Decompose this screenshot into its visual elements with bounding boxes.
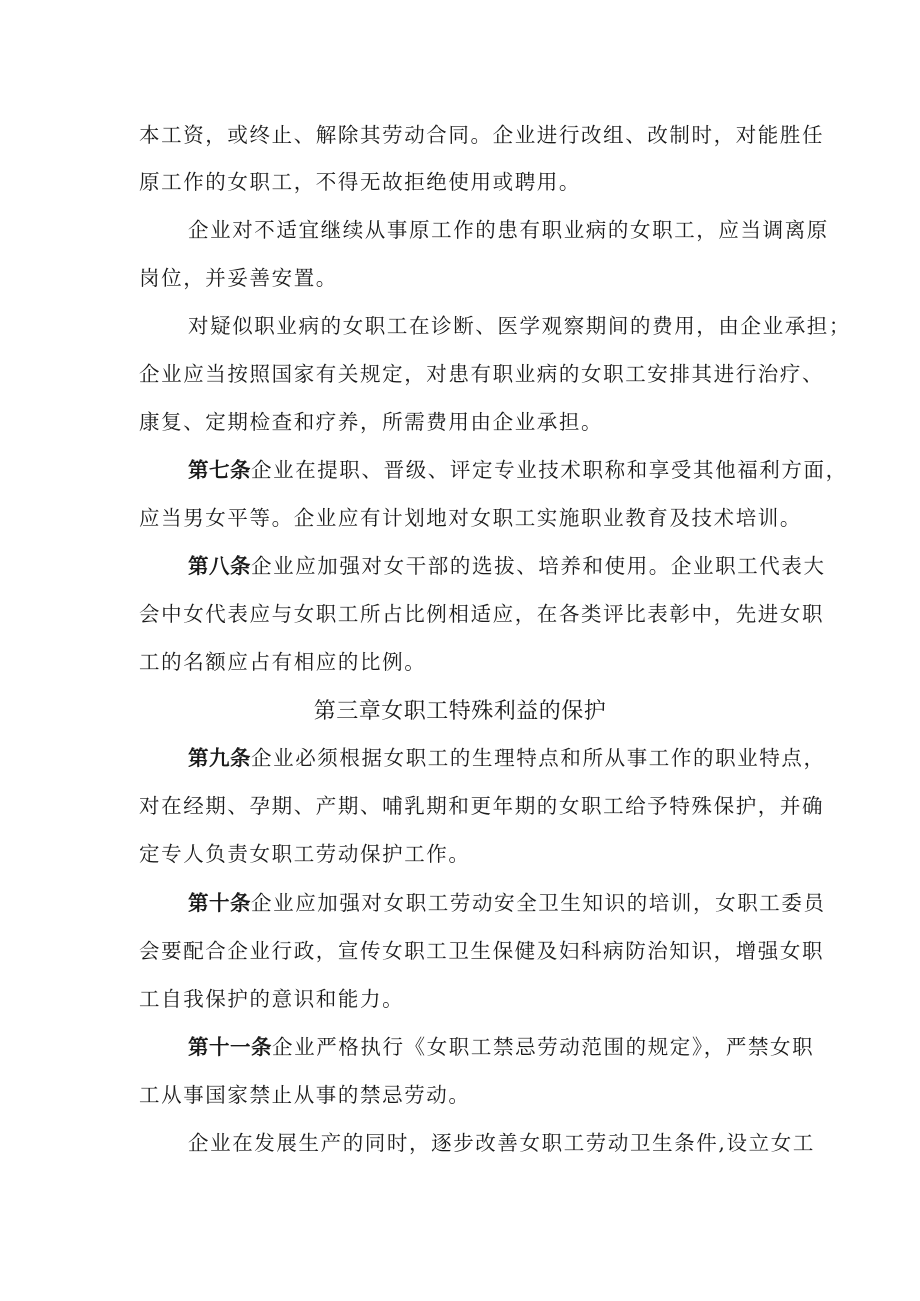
paragraph-text: 企业在提职、晋级、评定专业技术职称和享受其他福利方面， [251, 458, 848, 482]
article-9-label: 第九条 [188, 746, 251, 770]
paragraph-line: 本工资，或终止、解除其劳动合同。企业进行改组、改制时，对能胜任 [139, 123, 825, 147]
paragraph-line: 工从事国家禁止从事的禁忌劳动。 [139, 1083, 471, 1107]
paragraph-line: 对疑似职业病的女职工在诊断、医学观察期间的费用，由企业承担； [188, 314, 851, 338]
paragraph-text: 企业严格执行《女职工禁忌劳动范围的规定》，严禁女职 [272, 1035, 815, 1059]
paragraph-line: 工的名额应占有相应的比例。 [139, 650, 427, 674]
article-7-label: 第七条 [188, 458, 251, 482]
paragraph-line: 原工作的女职工，不得无故拒绝使用或聘用。 [139, 170, 581, 194]
chapter-heading: 第三章女职工特殊利益的保护 [313, 699, 607, 724]
article-10-label: 第十条 [188, 891, 251, 915]
paragraph-line: 定专人负责女职工劳动保护工作。 [139, 842, 471, 866]
paragraph-text: 企业应加强对女干部的选拔、培养和使用。企业职工代表大 [251, 554, 826, 578]
paragraph-line: 应当男女平等。企业应有计划地对女职工实施职业教育及技术培训。 [139, 506, 802, 530]
article-7-line [188, 456, 848, 484]
paragraph-line: 企业对不适宜继续从事原工作的患有职业病的女职工，应当调离原 [188, 218, 829, 242]
paragraph-line: 会中女代表应与女职工所占比例相适应，在各类评比表彰中，先进女职 [139, 602, 825, 626]
article-11-line [188, 1033, 814, 1061]
paragraph-line: 企业在发展生产的同时，逐步改善女职工劳动卫生条件,设立女工 [188, 1131, 815, 1155]
article-10-line [188, 889, 826, 917]
paragraph-line: 岗位，并妥善安置。 [139, 266, 338, 290]
paragraph-line: 企业应当按照国家有关规定，对患有职业病的女职工安排其进行治疗、 [139, 362, 825, 386]
article-9-line [188, 744, 826, 772]
paragraph-line: 康复、定期检查和疗养，所需费用由企业承担。 [139, 410, 604, 434]
paragraph-line: 对在经期、孕期、产期、哺乳期和更年期的女职工给予特殊保护，并确 [139, 794, 825, 818]
paragraph-line: 会要配合企业行政，宣传女职工卫生保健及妇科病防治知识，增强女职 [139, 939, 825, 963]
paragraph-text: 企业应加强对女职工劳动安全卫生知识的培训，女职工委员 [251, 891, 826, 915]
article-8-line [188, 552, 826, 580]
paragraph-line: 工自我保护的意识和能力。 [139, 987, 405, 1011]
paragraph-text: 企业必须根据女职工的生理特点和所从事工作的职业特点， [251, 746, 826, 770]
article-8-label: 第八条 [188, 554, 251, 578]
article-11-label: 第十一条 [188, 1035, 272, 1059]
